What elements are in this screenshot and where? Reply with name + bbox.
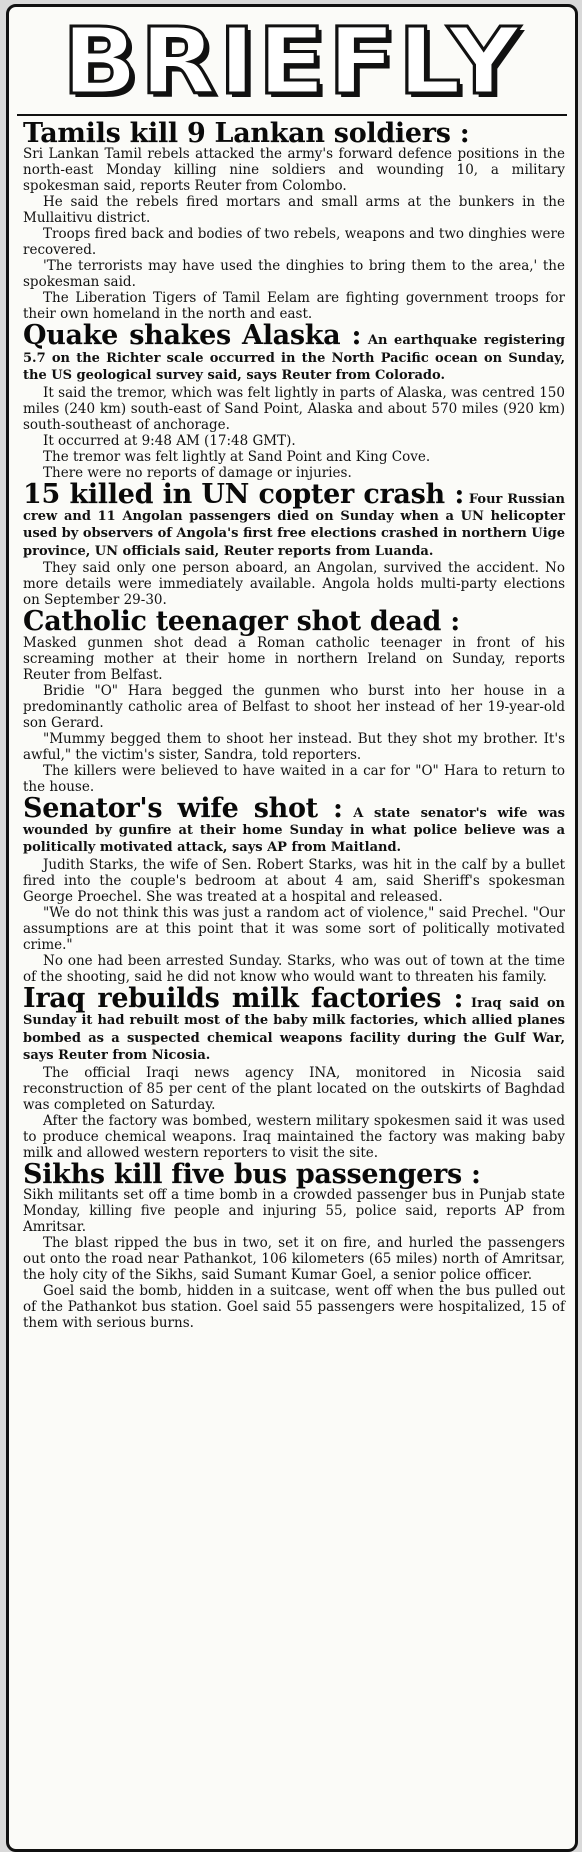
story-paragraph: The Liberation Tigers of Tamil Eelam are fighting government troops for their own homeland in the north and east. — [23, 290, 565, 323]
story-paragraph: It occurred at 9:48 AM (17:48 GMT). — [43, 432, 296, 449]
story-paragraph: Judith Starks, the wife of Sen. Robert Starks, was hit in the calf by a bullet fired into the couple's bedroom at about 4 am, said Sheriff's spokesman George Proechel. She was treated at a hospital and released. — [23, 856, 565, 905]
news-story — [23, 982, 565, 1161]
story-opening — [23, 792, 565, 857]
story-paragraph: There were no reports of damage or injuries. — [43, 464, 352, 481]
news-story — [23, 1158, 565, 1331]
masthead — [17, 9, 567, 116]
story-paragraph: Troops fired back and bodies of two rebels, weapons and two dinghies were recovered. — [23, 226, 565, 259]
story-opening — [23, 478, 565, 561]
news-story — [23, 118, 565, 323]
story-paragraph: The blast ripped the bus in two, set it on fire, and hurled the passengers out onto the road near Pathankot, 106 kilometers (65 miles) north of Amritsar, the holy city of the Sikhs, said Sumant Kumar Goel, a senior police officer. — [23, 1234, 565, 1283]
news-story — [23, 478, 565, 609]
news-story — [23, 792, 565, 985]
story-lead: Four Russian crew and 11 Angolan passengers died on Sunday when a UN helicopter used by observers of Angola's first free elections crashed in northern Uige province, UN officials said, Reuter reports from Luanda. — [23, 491, 565, 559]
story-paragraph: The killers were believed to have waited in a car for "O" Hara to return to the house. — [23, 762, 565, 795]
story-headline: Tamils kill 9 Lankan soldiers : — [23, 118, 470, 149]
news-column — [9, 116, 575, 1331]
story-opening — [23, 1158, 565, 1190]
story-paragraph: 'The terrorists may have used the dinghies to bring them to the area,' the spokesman said. — [23, 258, 565, 291]
story-paragraph: No one had been arrested Sunday. Starks, who was out of town at the time of the shooting, said he did not know who would want to threaten his family. — [23, 952, 565, 985]
story-headline: Iraq rebuilds milk factories : — [23, 982, 464, 1014]
story-paragraph: "Mummy begged them to shoot her instead. But they shot my brother. It's awful," the victim's sister, Sandra, told reporters. — [23, 730, 565, 763]
story-paragraph: Sikh militants set off a time bomb in a crowded passenger bus in Punjab state Monday, killing five people and injuring 55, police said, reports AP from Amritsar. — [23, 1186, 565, 1235]
story-headline: Quake shakes Alaska : — [23, 320, 362, 352]
story-headline: Senator's wife shot : — [23, 792, 343, 824]
masthead-title: BRIEFLY — [62, 7, 522, 115]
story-opening — [23, 118, 565, 149]
story-lead: An earthquake registering 5.7 on the Richter scale occurred in the North Pacific ocean on Sunday, the US geological survey said, says Reuter from Colorado. — [23, 333, 566, 384]
story-paragraph: Masked gunmen shot dead a Roman catholic teenager in front of his screaming mother at their home in northern Ireland on Sunday, reports Reuter from Belfast. — [23, 634, 565, 683]
story-paragraph: He said the rebels fired mortars and small arms at the bunkers in the Mullaitivu district. — [23, 194, 565, 227]
story-paragraph: The tremor was felt lightly at Sand Point and King Cove. — [43, 448, 431, 465]
news-story — [23, 320, 566, 481]
news-story — [23, 606, 565, 795]
story-paragraph: After the factory was bombed, western military spokesmen said it was used to produce chemical weapons. Iraq maintained the factory was making baby milk and allowed western reporters to visit the site. — [23, 1112, 565, 1161]
story-lead: A state senator's wife was wounded by gunfire at their home Sunday in what police believe was a politically motivated attack, says AP from Maitland. — [23, 805, 565, 856]
story-paragraph: The official Iraqi news agency INA, monitored in Nicosia said reconstruction of 85 per cent of the plant located on the outskirts of Baghdad was completed on Saturday. — [23, 1064, 565, 1113]
story-paragraph: They said only one person aboard, an Angolan, survived the accident. No more details were immediately available. Angola holds multi-party elections on September 29-30. — [23, 560, 565, 609]
story-opening — [23, 320, 566, 384]
story-paragraph: Goel said the bomb, hidden in a suitcase, went off when the bus pulled out of the Pathankot bus station. Goel said 55 passengers were hospitalized, 15 of them with serious burns. — [23, 1282, 565, 1331]
story-paragraph: "We do not think this was just a random act of violence," said Prechel. "Our assumptions are at this point that it was some sort of politically motivated crime." — [23, 904, 565, 953]
story-headline: 15 killed in UN copter crash : — [23, 478, 464, 510]
story-opening — [23, 606, 565, 638]
story-opening — [23, 982, 565, 1065]
story-lead: Iraq said on Sunday it had rebuilt most of the baby milk factories, which allied planes bombed as a suspected chemical weapons facility during the Gulf War, says Reuter from Nicosia. — [23, 995, 565, 1064]
story-paragraph: Bridie "O" Hara begged the gunmen who burst into her house in a predominantly catholic area of Belfast to shoot her instead of her 19-year-old son Gerard. — [23, 682, 565, 731]
story-headline: Sikhs kill five bus passengers : — [23, 1158, 481, 1190]
story-paragraph: It said the tremor, which was felt lightly in parts of Alaska, was centred 150 miles (240 km) south-east of Sand Point, Alaska and about 570 miles (920 km) south-southeast of anchorage. — [23, 384, 565, 433]
newspaper-clipping — [6, 4, 578, 1852]
story-headline: Catholic teenager shot dead : — [23, 606, 460, 638]
story-paragraph: Sri Lankan Tamil rebels attacked the army's forward defence positions in the north-east Monday killing nine soldiers and wounding 10, a military spokesman said, reports Reuter from Colombo. — [23, 146, 565, 195]
